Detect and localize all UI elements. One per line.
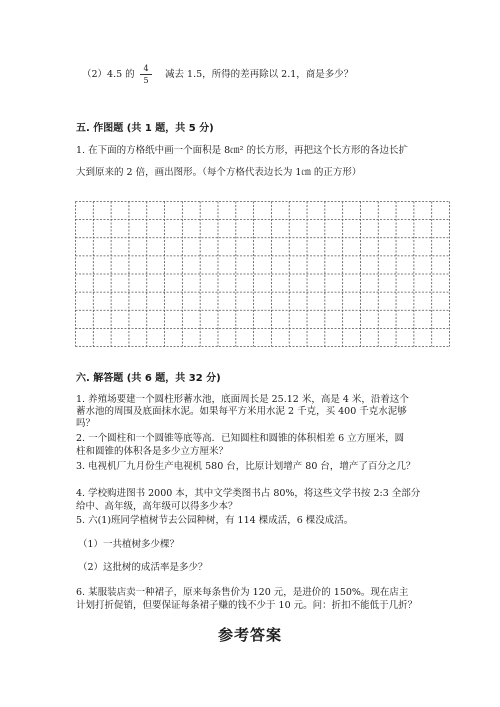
- fraction-denominator: 5: [143, 76, 149, 85]
- fraction-numerator: 4: [143, 64, 149, 73]
- section5-line2: 大到原来的 2 倍，画出图形。（每个方格代表边长为 1㎝ 的正方形）: [76, 167, 362, 178]
- fraction-bar: [140, 74, 152, 75]
- q6-4-line1: 4. 学校购进图书 2000 本，其中文学类图书占 80%，将这些文学书按 2:3 全部分: [76, 488, 421, 499]
- section5-line1: 1. 在下面的方格纸中画一个面积是 8㎝² 的长方形，再把这个长方形的各边长扩: [76, 145, 408, 156]
- q6-2-line1: 2. 一个圆柱和一个圆锥等底等高．已知圆柱和圆锥的体积相差 6 立方厘米，圆: [76, 433, 405, 444]
- q2-suffix: 减去 1.5，所得的差再除以 2.1，商是多少？: [165, 69, 354, 80]
- q6-5-line: 5. 六(1)班同学植树节去公园种树，有 114 棵成活，6 棵没成活。: [76, 515, 354, 526]
- q2-fraction: [140, 64, 152, 85]
- section5-title: 五. 作图题 (共 1 题，共 5 分): [76, 123, 214, 134]
- section6-title: 六. 解答题 (共 6 题，共 32 分): [76, 373, 221, 384]
- q6-1-line3: 吗？: [76, 418, 96, 429]
- q6-1-line1: 1. 养殖场要建一个圆柱形蓄水池，底面周长是 25.12 米，高是 4 米，沿着这个: [76, 394, 409, 405]
- q6-5-sub1: （1）一共植树多少棵？: [78, 539, 180, 550]
- answer-title: 参考答案: [217, 626, 282, 644]
- q6-5-sub2: （2）这批树的成活率是多少？: [78, 562, 208, 573]
- graph-paper-grid: [75, 201, 450, 347]
- q2-prefix: （2）4.5 的: [82, 69, 135, 80]
- q6-1-line2: 蓄水池的周围及底面抹水泥。如果每平方米用水泥 2 千克，买 400 千克水泥够: [76, 406, 407, 417]
- q6-6-line2: 计划打折促销，但要保证每条裙子赚的钱不少于 10 元。问：折扣不能低于几折？: [76, 600, 418, 611]
- q6-2-line2: 柱和圆锥的体积各是多少立方厘米？: [76, 446, 229, 457]
- q6-4-line2: 给中、高年级，高年级可以得多少本？: [76, 501, 238, 512]
- q6-3-line: 3. 电视机厂九月份生产电视机 580 台，比原计划增产 80 台，增产了百分之几？: [76, 461, 416, 472]
- q6-6-line1: 6. 某服装店卖一种裙子，原来每条售价为 120 元，是进价的 150%。现在店主: [76, 587, 409, 598]
